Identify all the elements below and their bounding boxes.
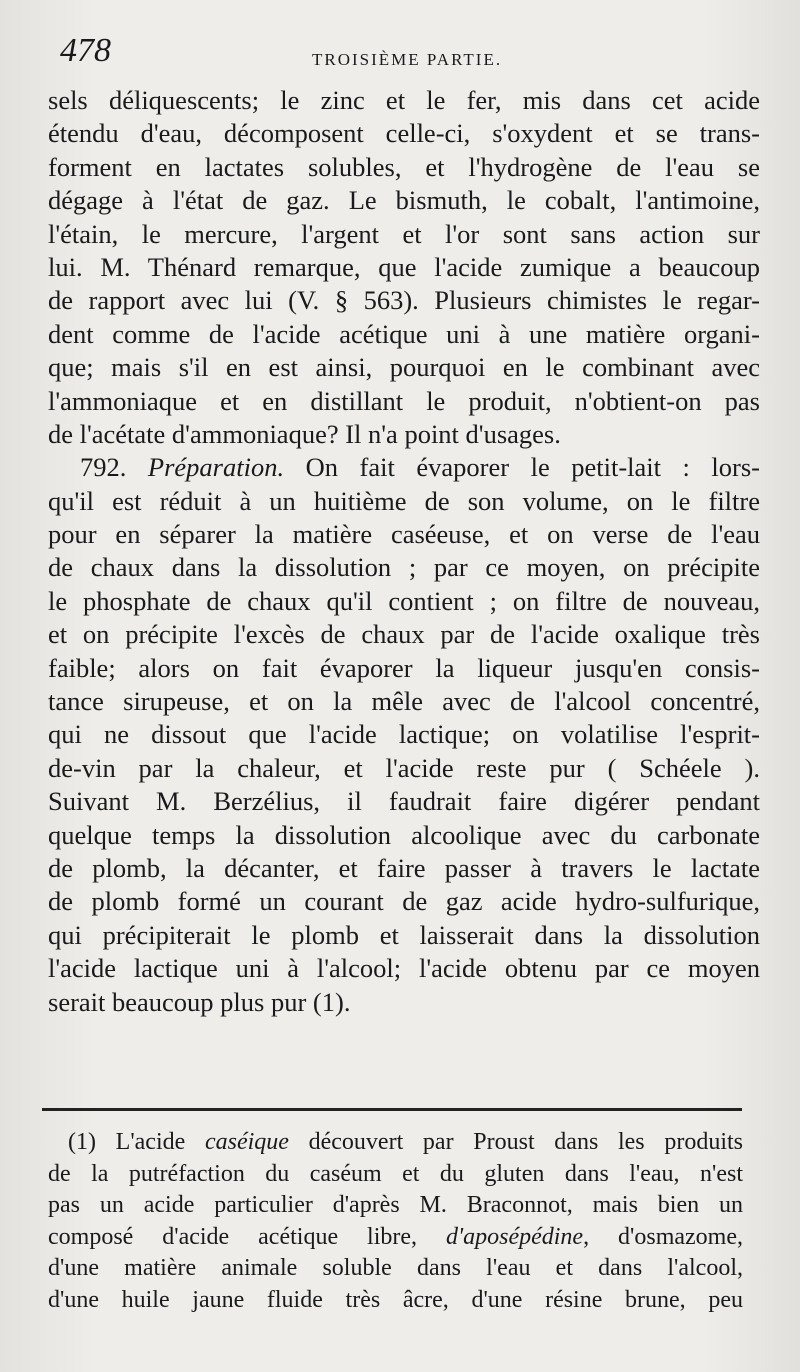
text-line: de chaux dans la dissolution ; par ce moyen, on précipite: [48, 552, 760, 583]
footnote: [48, 1127, 743, 1316]
footnote-text: , d'osmazome,: [583, 1223, 743, 1250]
text-line: de plomb, la décanter, et faire passer à travers le lactate: [48, 852, 760, 883]
footnote-line: [48, 1222, 743, 1254]
footnote-line: pas un acide particulier d'après M. Braconnot, mais bien un: [48, 1192, 743, 1218]
footnote-line: [48, 1127, 743, 1159]
text-line: qu'il est réduit à un huitième de son volume, on le filtre: [48, 485, 760, 516]
footnote-text: composé d'acide acétique libre,: [48, 1223, 446, 1250]
text-line: qui ne dissout que l'acide lactique; on volatilise l'esprit-: [48, 719, 760, 750]
text-line: étendu d'eau, décomposent celle-ci, s'oxydent et se trans-: [48, 118, 760, 149]
running-head: TROISIÈME PARTIE.: [312, 50, 503, 69]
footnote-italic-term: caséique: [204, 1129, 289, 1155]
text-line: de rapport avec lui (V. § 563). Plusieurs chimistes le regar-: [48, 285, 760, 316]
page-header: [60, 28, 760, 78]
main-text: [48, 84, 760, 1019]
text-line: l'acide lactique uni à l'alcool; l'acide obtenu par ce moyen: [48, 953, 760, 984]
text-line: pour en séparer la matière caséeuse, et on verse de l'eau: [48, 519, 760, 550]
footnote-rule: [42, 1108, 742, 1111]
text-line: dégage à l'état de gaz. Le bismuth, le cobalt, l'antimoine,: [48, 185, 760, 216]
text-line: l'ammoniaque et en distillant le produit, n'obtient-on pas: [48, 385, 760, 416]
footnote-line: d'une matière animale soluble dans l'eau et dans l'alcool,: [48, 1255, 743, 1281]
text-line: de plomb formé un courant de gaz acide hydro-sulfurique,: [48, 886, 760, 917]
section-title: Préparation.: [147, 452, 285, 483]
footnote-text: (1) L'acide: [68, 1129, 205, 1155]
text-line: Suivant M. Berzélius, il faudrait faire digérer pendant: [48, 786, 760, 817]
text-line: tance sirupeuse, et on la mêle avec de l'alcool concentré,: [48, 686, 760, 717]
text-line: de l'acétate d'ammoniaque? Il n'a point d'usages.: [48, 418, 561, 449]
section-number: 792.: [80, 452, 127, 483]
text-line: faible; alors on fait évaporer la liqueur jusqu'en consis-: [48, 652, 760, 683]
text-line: serait beaucoup plus pur (1).: [48, 986, 351, 1017]
text-line: forment en lactates solubles, et l'hydrogène de l'eau se: [48, 151, 760, 182]
text-line: de-vin par la chaleur, et l'acide reste pur ( Schéele ).: [48, 752, 760, 783]
page-number: 478: [60, 32, 111, 69]
text-line: lui. M. Thénard remarque, que l'acide zumique a beaucoup: [48, 251, 760, 282]
footnote-text: découvert par Proust dans les produits: [288, 1129, 743, 1155]
text-line: qui précipiterait le plomb et laisserait dans la dissolution: [48, 919, 760, 950]
footnote-italic-term: d'aposépédine: [445, 1223, 584, 1250]
text-line: l'étain, le mercure, l'argent et l'or sont sans action sur: [48, 218, 760, 249]
text-line: quelque temps la dissolution alcoolique avec du carbonate: [48, 819, 760, 850]
text-line: que; mais s'il en est ainsi, pourquoi en le combinant avec: [48, 352, 760, 383]
text-line: dent comme de l'acide acétique uni à une matière organi-: [48, 318, 760, 349]
text-line: le phosphate de chaux qu'il contient ; on filtre de nouveau,: [48, 585, 760, 616]
footnote-line: de la putréfaction du caséum et du gluten dans l'eau, n'est: [48, 1160, 743, 1187]
section-heading-line: [48, 451, 760, 484]
footnote-line: d'une huile jaune fluide très âcre, d'une résine brune, peu: [48, 1286, 743, 1313]
section-first-line: On fait évaporer le petit-lait : lors-: [305, 452, 760, 483]
text-line: sels déliquescents; le zinc et le fer, mis dans cet acide: [48, 85, 760, 115]
text-line: et on précipite l'excès de chaux par de l'acide oxalique très: [48, 619, 760, 650]
